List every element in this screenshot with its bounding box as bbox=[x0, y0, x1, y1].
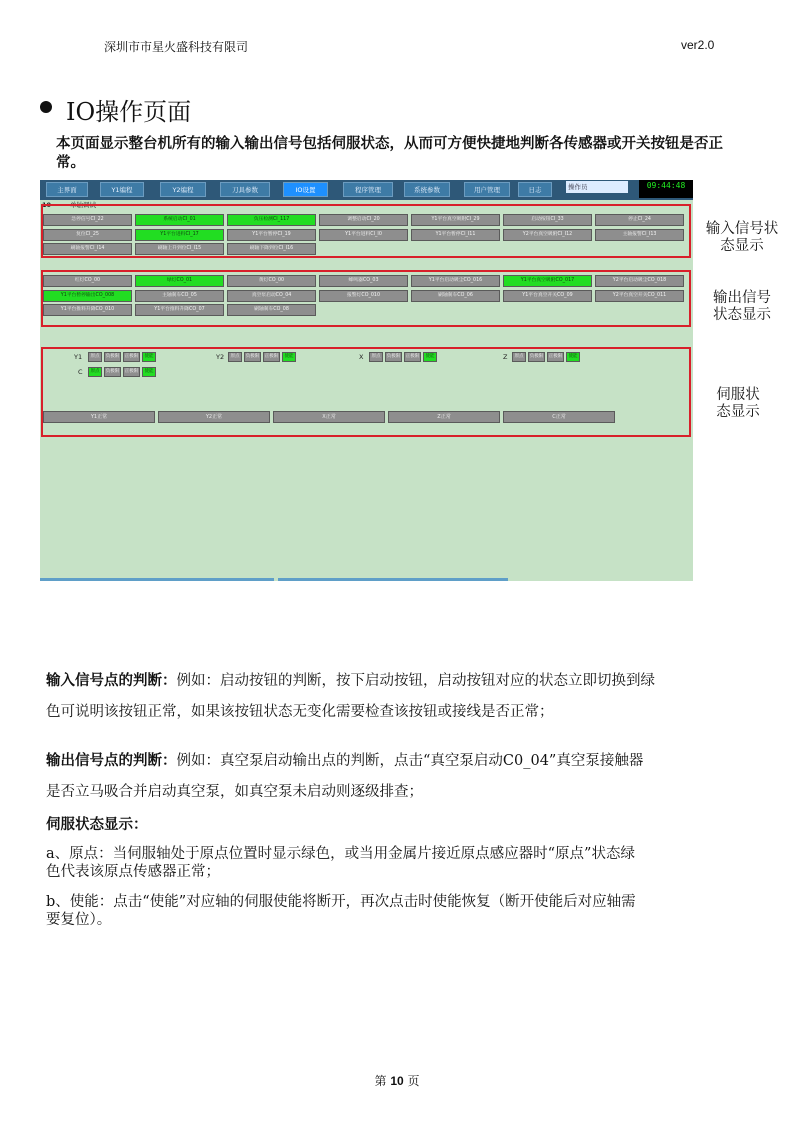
nav-tab[interactable]: 程序管理 bbox=[343, 182, 393, 197]
servo-state-button[interactable]: 负极限 bbox=[104, 367, 121, 377]
servo-state-button[interactable]: 原点 bbox=[228, 352, 242, 362]
side-label-input-line2: 态显示 bbox=[720, 238, 764, 254]
scrollbar-right[interactable] bbox=[278, 578, 508, 581]
output-signal-button[interactable]: Y1平台推料升降CO_07 bbox=[135, 304, 224, 316]
output-signal-button[interactable]: 报警灯CO_010 bbox=[319, 290, 408, 302]
side-label-servo-line2: 态显示 bbox=[716, 404, 760, 420]
servo-state-button[interactable]: 原点 bbox=[88, 367, 102, 377]
side-label-input-line1: 输入信号状 bbox=[705, 221, 779, 237]
section-title: IO操作页面 bbox=[66, 98, 192, 126]
input-signal-button[interactable]: Y2平台真空吸附CI_I12 bbox=[503, 229, 592, 241]
servo-state-button[interactable]: 负极限 bbox=[244, 352, 261, 362]
footer-prefix: 第 bbox=[374, 1074, 387, 1088]
para-origin-line1: a、原点：当伺服轴处于原点位置时显示绿色，或当用金属片接近原点感应器时“原点”状态绿 bbox=[46, 846, 635, 862]
para-output-text: 例如：真空泵启动输出点的判断，点击“真空泵启动C0_04”真空泵接触器 bbox=[176, 753, 644, 769]
input-signal-button[interactable]: 启动按钮CI_33 bbox=[503, 214, 592, 226]
servo-state-button[interactable]: 正极限 bbox=[404, 352, 421, 362]
footer-suffix: 页 bbox=[407, 1074, 420, 1088]
output-signal-button[interactable]: Y1平台暂停输出CO_008 bbox=[43, 290, 132, 302]
input-signal-button[interactable]: 刷轴报警CI_I14 bbox=[43, 243, 132, 255]
servo-state-button[interactable]: 使能 bbox=[142, 352, 156, 362]
page-header-company: 深圳市市星火盛科技有限司 bbox=[104, 40, 249, 54]
servo-state-button[interactable]: 使能 bbox=[423, 352, 437, 362]
nav-tab[interactable]: Y1编程 bbox=[100, 182, 144, 197]
page-header-version: ver2.0 bbox=[681, 38, 715, 52]
servo-state-button[interactable]: 负极限 bbox=[385, 352, 402, 362]
para-input-text: 例如：启动按钮的判断，按下启动按钮，启动按钮对应的状态立即切换到绿 bbox=[176, 673, 655, 689]
servo-state-button[interactable]: 使能 bbox=[282, 352, 296, 362]
servo-state-button[interactable]: 使能 bbox=[142, 367, 156, 377]
para-enable-line2: 要复位）。 bbox=[46, 912, 112, 928]
operator-label[interactable]: 操作员 bbox=[566, 181, 628, 193]
section-intro: 本页面显示整台机所有的输入输出信号包括伺服状态，从而可方便快捷地判断各传感器或开关按钮是否正常。 bbox=[56, 135, 723, 171]
nav-tab[interactable]: 日志 bbox=[518, 182, 552, 197]
para-output-line2: 是否立马吸合并启动真空泵，如真空泵未启动则逐级排查； bbox=[46, 784, 423, 800]
output-signal-button[interactable]: 刷轴刹车CO_06 bbox=[411, 290, 500, 302]
input-signal-button[interactable]: Y1平台进料CI_17 bbox=[135, 229, 224, 241]
input-signal-button[interactable]: Y1平台暂停CI_19 bbox=[227, 229, 316, 241]
para-enable-line1: b、使能：点击“使能”对应轴的伺服使能将断开，再次点击时使能恢复（断开使能后对应轴需 bbox=[46, 894, 636, 910]
servo-axis-label: Y2 bbox=[216, 353, 225, 361]
output-signal-button[interactable]: 红灯CO_00 bbox=[43, 275, 132, 287]
subtab-id: 10 bbox=[42, 201, 52, 209]
servo-state-button[interactable]: 负极限 bbox=[104, 352, 121, 362]
nav-tab[interactable]: 刀具参数 bbox=[220, 182, 270, 197]
output-signal-button[interactable]: Y1平台启动吸尘CO_016 bbox=[411, 275, 500, 287]
para-input-judgement bbox=[46, 671, 726, 691]
output-signal-button[interactable]: 刷轴刹车CO_08 bbox=[227, 304, 316, 316]
output-signal-button[interactable]: Y1平台真空吸附CO_017 bbox=[503, 275, 592, 287]
para-output-heading: 输出信号点的判断： bbox=[46, 752, 177, 769]
input-signal-button[interactable]: 主轴报警CI_I13 bbox=[595, 229, 684, 241]
output-signal-button[interactable]: 黄灯CO_00 bbox=[227, 275, 316, 287]
input-signal-button[interactable]: Y1平台暂停CI_I11 bbox=[411, 229, 500, 241]
servo-status-field: Z正常 bbox=[388, 411, 500, 423]
input-signal-button[interactable]: 调整启动CI_20 bbox=[319, 214, 408, 226]
page-footer bbox=[0, 1072, 794, 1089]
servo-status-field: X正常 bbox=[273, 411, 385, 423]
input-signal-button[interactable]: Y1平台真空吸附CI_29 bbox=[411, 214, 500, 226]
input-signal-button[interactable]: 刷轴上升到位CI_I15 bbox=[135, 243, 224, 255]
nav-tab[interactable]: 主界面 bbox=[46, 182, 88, 197]
nav-tab[interactable]: IO设置 bbox=[283, 182, 328, 197]
nav-tab[interactable]: Y2编程 bbox=[160, 182, 206, 197]
input-signal-button[interactable]: 复位CI_25 bbox=[43, 229, 132, 241]
servo-state-button[interactable]: 正极限 bbox=[123, 352, 140, 362]
servo-status-field: Y1正常 bbox=[43, 411, 155, 423]
output-signal-button[interactable]: 真空泵启动CO_04 bbox=[227, 290, 316, 302]
output-signal-button[interactable]: 绿灯CO_01 bbox=[135, 275, 224, 287]
input-signal-button[interactable]: 停止CI_24 bbox=[595, 214, 684, 226]
input-signal-button[interactable]: 刷轴下降到位CI_I16 bbox=[227, 243, 316, 255]
input-signal-button[interactable]: Y1平台进料CI_I0 bbox=[319, 229, 408, 241]
side-label-output-line2: 状态显示 bbox=[713, 307, 771, 323]
servo-state-button[interactable]: 正极限 bbox=[123, 367, 140, 377]
output-signal-button[interactable]: 主轴刹车CO_05 bbox=[135, 290, 224, 302]
input-signal-button[interactable]: 急停信号CI_22 bbox=[43, 214, 132, 226]
side-label-input bbox=[700, 221, 784, 255]
bullet-icon bbox=[40, 101, 52, 113]
para-input-heading: 输入信号点的判断： bbox=[46, 672, 177, 689]
input-signal-button[interactable]: 负压检测CI_117 bbox=[227, 214, 316, 226]
output-signal-button[interactable]: 蜂鸣器CO_03 bbox=[319, 275, 408, 287]
page-number: 10 bbox=[390, 1074, 404, 1088]
output-signal-button[interactable]: Y2平台启动吸尘CO_018 bbox=[595, 275, 684, 287]
output-signal-button[interactable]: Y1平台推料升降CO_010 bbox=[43, 304, 132, 316]
subtab-title: 单轴调试 bbox=[70, 201, 96, 209]
input-signal-button[interactable]: 系统启动CI_01 bbox=[135, 214, 224, 226]
para-input-line2: 色可说明该按钮正常，如果该按钮状态无变化需要检查该按钮或接线是否正常； bbox=[46, 704, 554, 720]
servo-axis-label: Y1 bbox=[74, 353, 83, 361]
output-signal-button[interactable]: Y2平台真空开关CO_011 bbox=[595, 290, 684, 302]
nav-tab[interactable]: 系统参数 bbox=[404, 182, 450, 197]
servo-status-field: C正常 bbox=[503, 411, 615, 423]
side-label-servo-line1: 伺服状 bbox=[716, 387, 760, 403]
servo-state-button[interactable]: 正极限 bbox=[263, 352, 280, 362]
servo-state-button[interactable]: 原点 bbox=[369, 352, 383, 362]
io-screenshot bbox=[40, 180, 693, 581]
side-label-output bbox=[700, 290, 784, 324]
servo-state-button[interactable]: 负极限 bbox=[528, 352, 545, 362]
para-servo-heading: 伺服状态显示： bbox=[46, 816, 148, 833]
servo-axis-label: Z bbox=[503, 353, 508, 361]
servo-axis-label: C bbox=[78, 368, 83, 376]
output-signal-button[interactable]: Y1平台真空开关CO_09 bbox=[503, 290, 592, 302]
para-output-judgement bbox=[46, 751, 726, 771]
clock-display: 09:44:48 bbox=[639, 180, 693, 198]
side-label-output-line1: 输出信号 bbox=[713, 290, 771, 306]
servo-state-button[interactable]: 原点 bbox=[512, 352, 526, 362]
nav-tab[interactable]: 用户管理 bbox=[464, 182, 510, 197]
scrollbar-left[interactable] bbox=[40, 578, 274, 581]
para-origin-line2: 色代表该原点传感器正常； bbox=[46, 864, 220, 880]
servo-axis-label: X bbox=[359, 353, 364, 361]
side-label-servo bbox=[696, 387, 780, 421]
servo-state-button[interactable]: 正极限 bbox=[547, 352, 564, 362]
servo-state-button[interactable]: 使能 bbox=[566, 352, 580, 362]
servo-status-field: Y2正常 bbox=[158, 411, 270, 423]
servo-state-button[interactable]: 原点 bbox=[88, 352, 102, 362]
